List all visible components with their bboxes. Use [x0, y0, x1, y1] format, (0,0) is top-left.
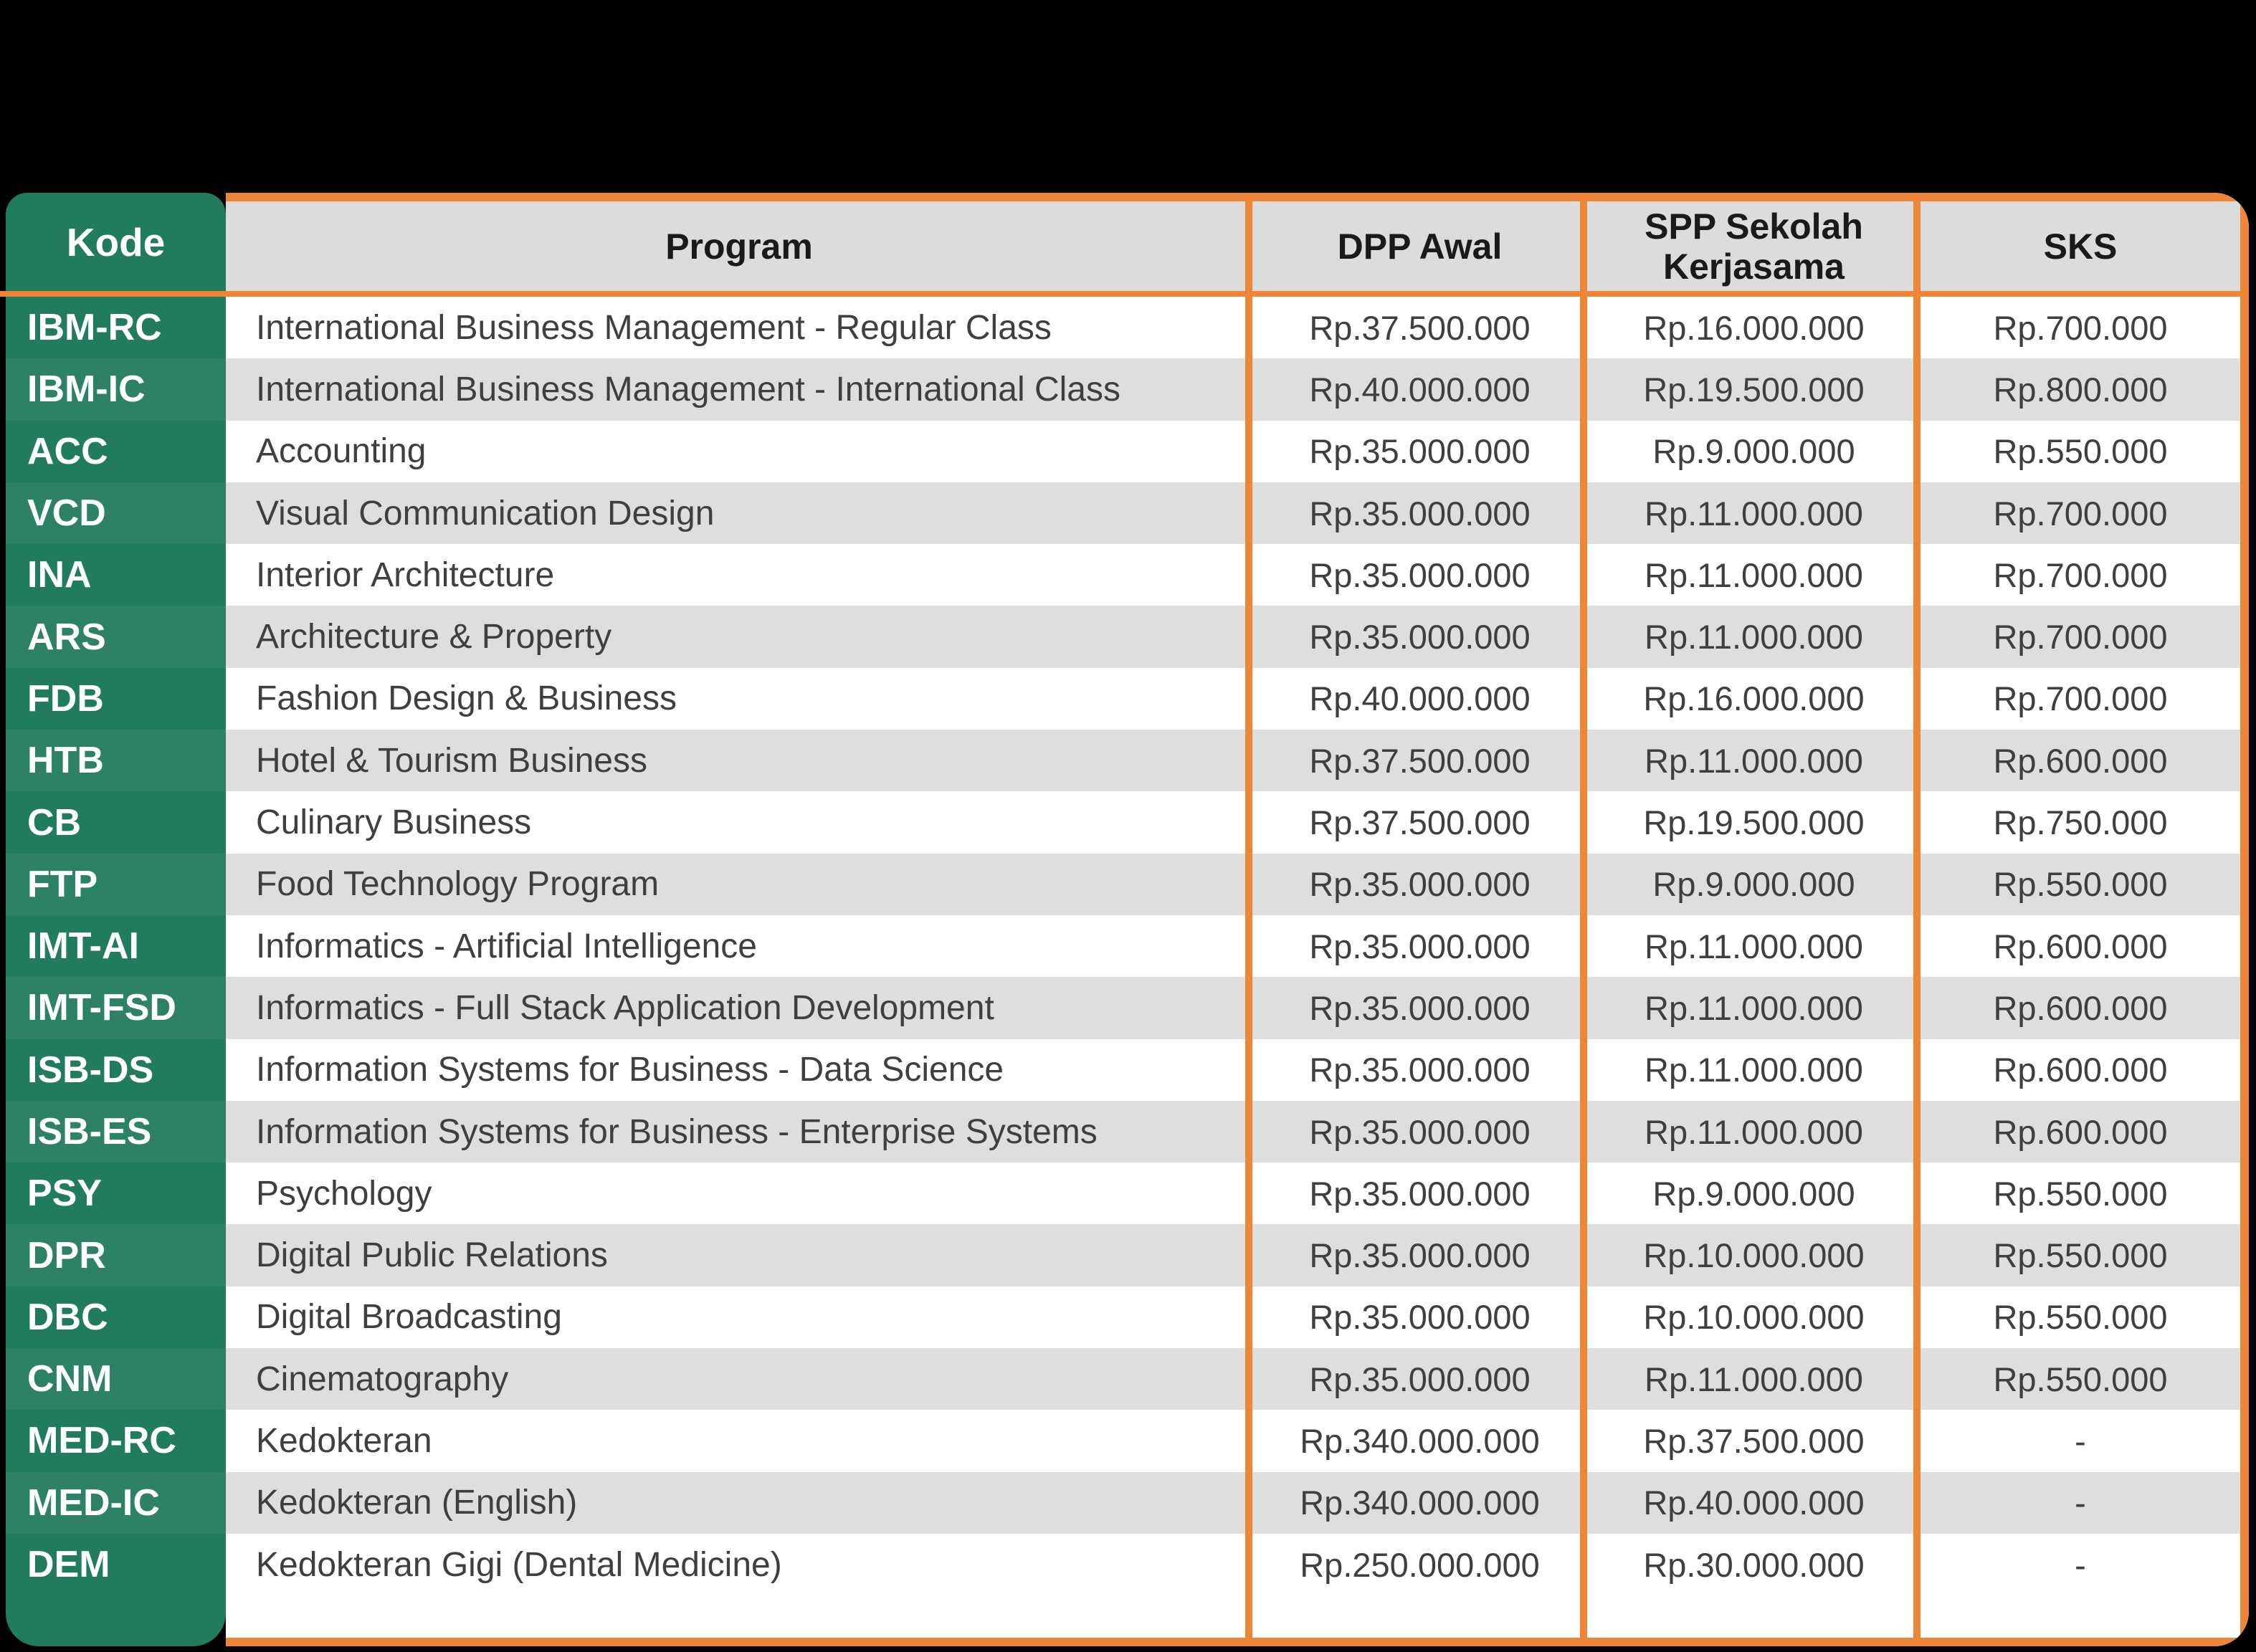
cell-program: Digital Public Relations — [256, 1236, 608, 1275]
cell-sks: - — [2075, 1421, 2086, 1460]
table-row — [226, 668, 2240, 730]
table-row — [226, 297, 2240, 358]
table-row — [226, 1101, 2240, 1162]
cell-program: Food Technology Program — [256, 865, 660, 904]
cell-kode: CNM — [6, 1348, 226, 1410]
table-row — [226, 1348, 2240, 1410]
cell-spp-sekolah-kerjasama: Rp.11.000.000 — [1645, 1051, 1863, 1089]
table-row — [226, 791, 2240, 853]
cell-spp-sekolah-kerjasama: Rp.9.000.000 — [1652, 865, 1855, 904]
cell-sks: Rp.600.000 — [1993, 988, 2168, 1027]
cell-program: Architecture & Property — [256, 618, 612, 656]
table-body-area — [226, 193, 2249, 1646]
cell-kode: DEM — [6, 1534, 226, 1595]
cell-program: Cinematography — [256, 1360, 509, 1398]
cell-sks: Rp.800.000 — [1993, 370, 2168, 409]
cell-sks: Rp.550.000 — [1993, 1236, 2168, 1275]
column-divider-program-dpp — [1245, 201, 1252, 1638]
column-header-program — [226, 201, 1252, 291]
cell-kode: MED-RC — [6, 1410, 226, 1471]
table-right-border — [2240, 193, 2249, 1646]
table-row — [226, 482, 2240, 544]
cell-dpp-awal: Rp.35.000.000 — [1309, 1236, 1531, 1275]
table-row — [226, 1472, 2240, 1534]
kode-column-footer — [6, 1595, 226, 1646]
table-row — [226, 1162, 2240, 1224]
cell-dpp-awal: Rp.35.000.000 — [1309, 555, 1531, 594]
column-header-dpp-awal-label: DPP Awal — [1337, 226, 1503, 267]
fee-table — [6, 193, 2249, 1646]
table-row — [226, 544, 2240, 606]
cell-program: Visual Communication Design — [256, 494, 715, 533]
cell-kode: INA — [6, 544, 226, 606]
cell-program: Psychology — [256, 1174, 432, 1213]
table-row — [226, 1410, 2240, 1471]
kode-column — [6, 193, 226, 1646]
cell-dpp-awal: Rp.35.000.000 — [1309, 1051, 1531, 1089]
cell-program: Interior Architecture — [256, 555, 555, 594]
cell-program: Accounting — [256, 432, 427, 471]
cell-program: Informatics - Full Stack Application Development — [256, 988, 994, 1027]
cell-dpp-awal: Rp.340.000.000 — [1300, 1421, 1540, 1460]
cell-spp-sekolah-kerjasama: Rp.16.000.000 — [1643, 679, 1865, 718]
cell-spp-sekolah-kerjasama: Rp.11.000.000 — [1645, 927, 1863, 965]
column-header-kode-label: Kode — [66, 219, 166, 264]
cell-dpp-awal: Rp.250.000.000 — [1300, 1545, 1540, 1584]
cell-spp-sekolah-kerjasama: Rp.16.000.000 — [1643, 308, 1865, 347]
cell-program: Digital Broadcasting — [256, 1298, 562, 1337]
cell-kode: ARS — [6, 606, 226, 667]
cell-program: Kedokteran Gigi (Dental Medicine) — [256, 1545, 782, 1584]
column-header-dpp-awal — [1252, 201, 1587, 291]
cell-sks: Rp.700.000 — [1993, 494, 2168, 533]
cell-dpp-awal: Rp.37.500.000 — [1309, 803, 1531, 842]
cell-dpp-awal: Rp.35.000.000 — [1309, 1298, 1531, 1337]
cell-sks: Rp.600.000 — [1993, 1112, 2168, 1151]
cell-sks: Rp.750.000 — [1993, 803, 2168, 842]
cell-sks: Rp.550.000 — [1993, 1298, 2168, 1337]
cell-sks: Rp.700.000 — [1993, 308, 2168, 347]
cell-spp-sekolah-kerjasama: Rp.11.000.000 — [1645, 1360, 1863, 1398]
table-row — [226, 606, 2240, 667]
cell-sks: Rp.700.000 — [1993, 679, 2168, 718]
cell-sks: Rp.550.000 — [1993, 432, 2168, 471]
cell-kode: IBM-RC — [6, 297, 226, 358]
cell-program: Hotel & Tourism Business — [256, 741, 647, 780]
cell-dpp-awal: Rp.37.500.000 — [1309, 308, 1531, 347]
table-row — [226, 730, 2240, 791]
cell-dpp-awal: Rp.35.000.000 — [1309, 618, 1531, 656]
table-row — [226, 854, 2240, 915]
cell-spp-sekolah-kerjasama: Rp.11.000.000 — [1645, 988, 1863, 1027]
cell-spp-sekolah-kerjasama: Rp.11.000.000 — [1645, 741, 1863, 780]
table-bottom-filler — [226, 1595, 2240, 1638]
cell-program: Information Systems for Business - Enterprise Systems — [256, 1112, 1098, 1151]
cell-spp-sekolah-kerjasama: Rp.30.000.000 — [1643, 1545, 1865, 1584]
cell-kode: IMT-FSD — [6, 977, 226, 1039]
cell-kode: FTP — [6, 854, 226, 915]
cell-spp-sekolah-kerjasama: Rp.9.000.000 — [1652, 1174, 1855, 1213]
cell-dpp-awal: Rp.35.000.000 — [1309, 432, 1531, 471]
cell-sks: Rp.600.000 — [1993, 741, 2168, 780]
column-divider-spp-sks — [1913, 201, 1921, 1638]
cell-kode: CB — [6, 791, 226, 853]
cell-spp-sekolah-kerjasama: Rp.11.000.000 — [1645, 1112, 1863, 1151]
column-header-program-label: Program — [665, 226, 813, 267]
cell-kode: HTB — [6, 730, 226, 791]
cell-dpp-awal: Rp.35.000.000 — [1309, 927, 1531, 965]
cell-kode: FDB — [6, 668, 226, 730]
cell-dpp-awal: Rp.35.000.000 — [1309, 494, 1531, 533]
cell-program: Culinary Business — [256, 803, 532, 842]
cell-spp-sekolah-kerjasama: Rp.11.000.000 — [1645, 494, 1863, 533]
cell-spp-sekolah-kerjasama: Rp.40.000.000 — [1643, 1484, 1865, 1522]
cell-sks: Rp.550.000 — [1993, 865, 2168, 904]
column-header-spp-sekolah-kerjasama — [1587, 201, 1921, 291]
cell-spp-sekolah-kerjasama: Rp.10.000.000 — [1643, 1298, 1865, 1337]
cell-program: Fashion Design & Business — [256, 679, 677, 718]
cell-spp-sekolah-kerjasama: Rp.19.500.000 — [1643, 370, 1865, 409]
cell-sks: Rp.550.000 — [1993, 1174, 2168, 1213]
cell-kode: IMT-AI — [6, 915, 226, 977]
cell-dpp-awal: Rp.35.000.000 — [1309, 865, 1531, 904]
cell-kode: ISB-DS — [6, 1039, 226, 1101]
cell-sks: Rp.700.000 — [1993, 555, 2168, 594]
cell-sks: - — [2075, 1545, 2086, 1584]
table-top-border — [226, 193, 2249, 201]
cell-sks: Rp.700.000 — [1993, 618, 2168, 656]
cell-spp-sekolah-kerjasama: Rp.19.500.000 — [1643, 803, 1865, 842]
cell-spp-sekolah-kerjasama: Rp.10.000.000 — [1643, 1236, 1865, 1275]
cell-sks: Rp.600.000 — [1993, 1051, 2168, 1089]
column-header-spp-label: SPP Sekolah Kerjasama — [1645, 206, 1863, 287]
cell-kode: MED-IC — [6, 1472, 226, 1534]
table-rows — [226, 297, 2240, 1638]
table-header-row — [226, 201, 2240, 291]
cell-kode: IBM-IC — [6, 358, 226, 420]
cell-program: Informatics - Artificial Intelligence — [256, 927, 757, 965]
column-header-kode — [6, 193, 226, 291]
cell-kode: DBC — [6, 1286, 226, 1348]
cell-dpp-awal: Rp.35.000.000 — [1309, 1112, 1531, 1151]
cell-program: Kedokteran — [256, 1421, 432, 1460]
table-row — [226, 1224, 2240, 1286]
cell-dpp-awal: Rp.340.000.000 — [1300, 1484, 1540, 1522]
cell-spp-sekolah-kerjasama: Rp.11.000.000 — [1645, 618, 1863, 656]
cell-spp-sekolah-kerjasama: Rp.11.000.000 — [1645, 555, 1863, 594]
table-row — [226, 421, 2240, 482]
cell-dpp-awal: Rp.35.000.000 — [1309, 988, 1531, 1027]
cell-dpp-awal: Rp.40.000.000 — [1309, 370, 1531, 409]
cell-kode: DPR — [6, 1224, 226, 1286]
table-row — [226, 358, 2240, 420]
column-header-sks-label: SKS — [2043, 226, 2118, 267]
cell-spp-sekolah-kerjasama: Rp.9.000.000 — [1652, 432, 1855, 471]
cell-program: Kedokteran (English) — [256, 1484, 578, 1522]
table-row — [226, 1286, 2240, 1348]
cell-kode: ISB-ES — [6, 1101, 226, 1162]
cell-dpp-awal: Rp.37.500.000 — [1309, 741, 1531, 780]
cell-program: International Business Management - International Class — [256, 370, 1120, 409]
cell-dpp-awal: Rp.35.000.000 — [1309, 1174, 1531, 1213]
table-row — [226, 915, 2240, 977]
table-row — [226, 1039, 2240, 1101]
column-divider-dpp-spp — [1580, 201, 1587, 1638]
column-header-sks — [1921, 201, 2240, 291]
header-separator-line — [0, 291, 2249, 297]
cell-sks: Rp.600.000 — [1993, 927, 2168, 965]
cell-program: Information Systems for Business - Data Science — [256, 1051, 1004, 1089]
cell-kode: VCD — [6, 482, 226, 544]
cell-sks: - — [2075, 1484, 2086, 1522]
cell-dpp-awal: Rp.40.000.000 — [1309, 679, 1531, 718]
table-bottom-border — [226, 1638, 2249, 1646]
cell-dpp-awal: Rp.35.000.000 — [1309, 1360, 1531, 1398]
table-row — [226, 1534, 2240, 1595]
cell-spp-sekolah-kerjasama: Rp.37.500.000 — [1643, 1421, 1865, 1460]
cell-program: International Business Management - Regular Class — [256, 308, 1052, 347]
cell-sks: Rp.550.000 — [1993, 1360, 2168, 1398]
cell-kode: PSY — [6, 1162, 226, 1224]
table-row — [226, 977, 2240, 1039]
cell-kode: ACC — [6, 421, 226, 482]
